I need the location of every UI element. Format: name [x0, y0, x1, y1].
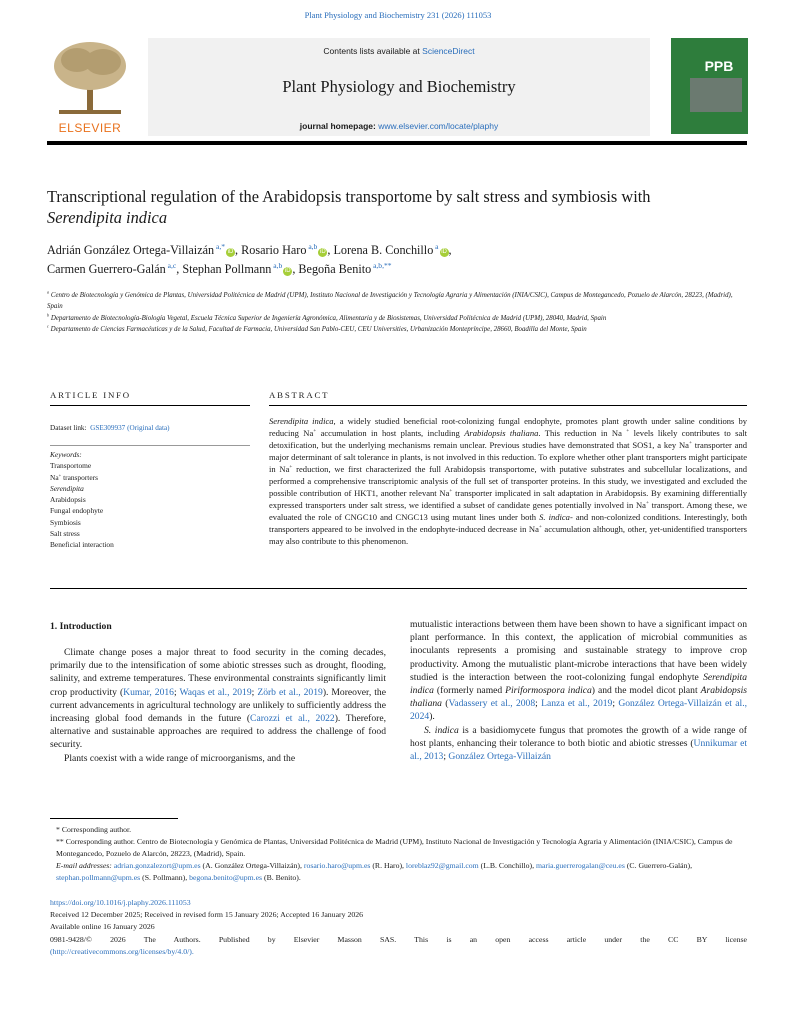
doi-link[interactable]: https://doi.org/10.1016/j.plaphy.2026.111053 — [50, 898, 191, 907]
article-info-heading: ARTICLE INFO — [50, 390, 131, 400]
dataset-label: Dataset link: — [50, 424, 87, 432]
sciencedirect-link[interactable]: ScienceDirect — [422, 46, 475, 56]
email-addresses: E-mail addresses: adrian.gonzalezort@upm.es (A. González Ortega-Villaizán), rosario.haro@upm.es (R. Haro), loreblaz92@gmail.com (L.B. Conchillo), maria.guerrerogalan@ceu.es (C. Guerrero-Galán), stephan.pollmann@upm.es (S. Pollmann), begona.benito@upm.es (B. Benito). — [56, 861, 693, 882]
footnote-rule — [50, 818, 178, 819]
body-column-left — [50, 646, 386, 765]
corresponding-author-1: * Corresponding author. — [56, 825, 132, 834]
dataset-link[interactable]: GSE309937 (Original data) — [90, 424, 170, 432]
author-name[interactable]: Stephan Pollmann — [182, 262, 272, 276]
author-name[interactable]: Begoña Benito — [298, 262, 372, 276]
title-species: Serendipita indica — [47, 208, 168, 227]
license-url-link[interactable]: (http://creativecommons.org/licenses/by/4.0/). — [50, 946, 194, 956]
author-list: Adrián González Ortega-Villaizán $^{a,*}$iD , Rosario Haro $^{a,b}$iD , Lorena B. Conchillo $^a$iD , Carmen Guerrero-Galán $^{a,c}$, Stephan Pollmann $^{a,b}$iD , Begoña Benito $^{a,b,**}$ — [47, 241, 452, 276]
orcid-icon[interactable]: iD — [227, 249, 234, 255]
article-info-rule — [50, 405, 250, 406]
journal-homepage-line — [148, 121, 650, 131]
email-link[interactable]: loreblaz92@gmail.com — [405, 861, 479, 870]
dataset-link-line — [50, 424, 250, 432]
email-link[interactable]: stephan.pollmann@upm.es — [56, 873, 141, 882]
keywords-list — [50, 460, 250, 550]
citation-link[interactable]: Zörb et al., 2019 — [257, 686, 323, 698]
article-title — [47, 186, 657, 228]
affiliation-c: $^c$ Departamento de Ciencias Farmacéuticas y de la Salud, Facultad de Farmacia, Universidad San Pablo-CEU, CEU Universities, Urbanización Montepríncipe, 28660, Boadilla del Monte, Spain — [47, 323, 587, 333]
author-affiliation-marker[interactable]: a,b,** — [371, 260, 392, 270]
cover-micrograph-image — [690, 78, 742, 112]
citation-link[interactable]: González Ortega-Villaizán — [448, 751, 551, 763]
keywords-block — [50, 449, 250, 551]
journal-reference-link[interactable]: Plant Physiology and Biochemistry 231 (2026) 111053 — [304, 10, 492, 20]
email-link[interactable]: rosario.haro@upm.es — [303, 861, 371, 870]
license-statement: 0981-9428/© 2026 The Authors. Published by Elsevier Masson SAS. This is an open access article under the CC BY license — [50, 934, 747, 944]
contents-prefix: Contents lists available at — [323, 46, 420, 56]
intro-paragraph-1: Climate change poses a major threat to food security in the coming decades, primarily due to the intensification of some abiotic stresses such as drought, flooding, salinity, and extreme temperatures. These environmental constraints significantly limit crop productivity (Kumar, 2016; Waqas et al., 2019; Zörb et al., 2019). Moreover, the current advancements in agricultural technology are unlikely to sufficiently address the increasing global food demands in the future (Carozzi et al., 2022). Therefore, alternative and sustainable approaches are required to address the challenge of food security. — [50, 647, 387, 751]
citation-link[interactable]: Lanza et al., 2019 — [541, 698, 613, 710]
author-name[interactable]: Carmen Guerrero-Galán — [47, 262, 166, 276]
citation-link[interactable]: Kumar, 2016 — [123, 686, 174, 698]
dataset-divider — [50, 445, 250, 446]
footnotes — [50, 824, 747, 884]
citation-link[interactable]: Carozzi et al., 2022 — [250, 713, 335, 725]
body-column-right — [410, 618, 747, 763]
keyword: Serendipita — [50, 483, 84, 493]
author-name[interactable]: Adrián González Ortega-Villaizán — [47, 243, 215, 257]
keyword: Na+ transporters — [50, 472, 98, 482]
author-name[interactable]: Rosario Haro — [241, 243, 307, 257]
homepage-prefix: journal homepage: — [299, 121, 376, 131]
abstract-bottom-rule — [50, 588, 747, 589]
title-text: Transcriptional regulation of the Arabidopsis transportome by salt stress and symbiosis with — [47, 187, 651, 206]
publication-info — [50, 897, 747, 958]
citation-link[interactable]: Waqas et al., 2019 — [179, 686, 252, 698]
email-link[interactable]: adrian.gonzalezort@upm.es — [113, 861, 201, 870]
keyword: Symbiosis — [50, 517, 81, 527]
corresponding-author-2: ** Corresponding author. Centro de Biotecnología y Genómica de Plantas, Universidad Politécnica de Madrid (UPM), Instituto Nacional de Investigación y Tecnología Agraria y Alimentación (INIA/CSIC), Campus de Montegancedo, Pozuelo de Alarcón, 28223, (Madrid), Spain. — [56, 837, 733, 858]
author-affiliation-marker[interactable]: a,* — [214, 241, 226, 251]
keyword: Arabidopsis — [50, 495, 86, 505]
contents-available-line — [148, 46, 650, 56]
header-divider — [47, 141, 747, 145]
orcid-icon[interactable]: iD — [441, 249, 447, 255]
keyword: Transportome — [50, 461, 92, 471]
keyword: Salt stress — [50, 529, 80, 539]
elsevier-wordmark: ELSEVIER — [58, 121, 122, 135]
intro-paragraph-2-continued: mutualistic interactions between them have been shown to have a significant impact on plant performance. In this context, the application of microbial communities as inoculants represents a promising and sustainable strategy to improve crop productivity. Among the mutualistic plant-microbe interactions that have been widely studied is the interaction between the root-colonizing fungal endophyte Serendipita indica (formerly named Piriformospora indica) and the model dicot plant Arabidopsis thaliana (Vadassery et al., 2008; Lanza et al., 2019; González Ortega-Villaizán et al., 2024). — [410, 619, 747, 723]
affiliation-b: $^b$ Departamento de Biotecnología-Biología Vegetal, Escuela Técnica Superior de Ingeniería Agronómica, Alimentaria y de Biosistemas, Universidad Politécnica de Madrid (UPM), 28040, Madrid, Spain — [47, 312, 607, 322]
abstract-heading: ABSTRACT — [269, 390, 330, 400]
keyword: Fungal endophyte — [50, 506, 104, 516]
author-affiliation-marker[interactable]: a — [433, 241, 439, 251]
intro-paragraph-2: Plants coexist with a wide range of microorganisms, and the — [64, 752, 296, 764]
cover-abbreviation: PPB — [704, 58, 734, 74]
journal-name: Plant Physiology and Biochemistry — [282, 77, 516, 96]
keyword: Beneficial interaction — [50, 540, 114, 550]
available-online: Available online 16 January 2026 — [50, 922, 155, 932]
author-affiliation-marker[interactable]: a,c — [165, 260, 177, 270]
email-link[interactable]: begona.benito@upm.es — [189, 873, 263, 882]
author-affiliation-marker[interactable]: a,b — [271, 260, 283, 270]
introduction-heading: 1. Introduction — [50, 621, 112, 632]
email-label: E-mail addresses: — [56, 861, 114, 870]
intro-paragraph-3: S. indica is a basidiomycete fungus that promotes the growth of a wide range of host plants, enhancing their tolerance to both biotic and abiotic stresses (Unnikumar et al., 2013; González Ortega-Villaizán — [410, 724, 747, 763]
email-link[interactable]: maria.guerrerogalan@ceu.es — [535, 861, 625, 870]
citation-link[interactable]: González Ortega-Villaizán et al., 2024 — [410, 698, 747, 723]
citation-link[interactable]: Unnikumar et al., 2013 — [410, 737, 747, 763]
keywords-title: Keywords: — [50, 450, 82, 459]
citation-link[interactable]: Vadassery et al., 2008 — [448, 698, 536, 710]
abstract-text: Serendipita indica, a widely studied beneficial root-colonizing fungal endophyte, promotes plant growth under saline conditions by reducing Na+ accumulation in host plants, including Arabidopsis thaliana. This reduction in Na + levels likely contributes to salt detoxification, but the underlying mechanisms remain unclear. Previous studies have demonstrated that SOS1, a key Na+ transporter and major determinant of salt tolerance in plants, is not involved in this reduction. To explore whether other plant transporters might participate in Na+ reduction, we first characterized the full Arabidopsis transportome, with putative substrates and subcellular localizations, and performed a comprehensive transcriptomic analysis of the full set of transporter proteins. In this study, we investigated and excluded the possible contribution of HKT1, another relevant Na+ transporter implicated in salt adaptation in Arabidopsis. By examining differentially expressed transporters under salt stress, we identified a subset of candidate genes potentially involved in Na+ transport. Among these, we evaluated the role of CNGC10 and CNGC13 using mutant lines under both S. indica- and non-colonized conditions. Interestingly, both transporters appeared to be involved in the endophyte-induced decrease in Na+ accumulation although, other, yet-unidentified transporters may also contribute to this phenomenon. — [269, 416, 748, 546]
affiliation-list — [47, 290, 747, 335]
orcid-icon[interactable]: iD — [320, 249, 326, 255]
author-name[interactable]: Lorena B. Conchillo — [333, 243, 434, 257]
author-affiliation-marker[interactable]: a,b — [306, 241, 318, 251]
publication-history: Received 12 December 2025; Received in revised form 15 January 2026; Accepted 16 January 2026 — [50, 910, 364, 920]
orcid-icon[interactable]: iD — [284, 268, 291, 274]
homepage-link[interactable]: www.elsevier.com/locate/plaphy — [378, 121, 499, 131]
affiliation-a: $^a$ Centro de Biotecnología y Genómica de Plantas, Universidad Politécnica de Madrid (UPM), Instituto Nacional de Investigación y Tecnología Agraria y Alimentación (INIA/CSIC), Campus de Montegancedo, Pozuelo de Alarcón, 28223, (Madrid), Spain — [47, 289, 733, 311]
abstract-rule — [269, 405, 747, 406]
